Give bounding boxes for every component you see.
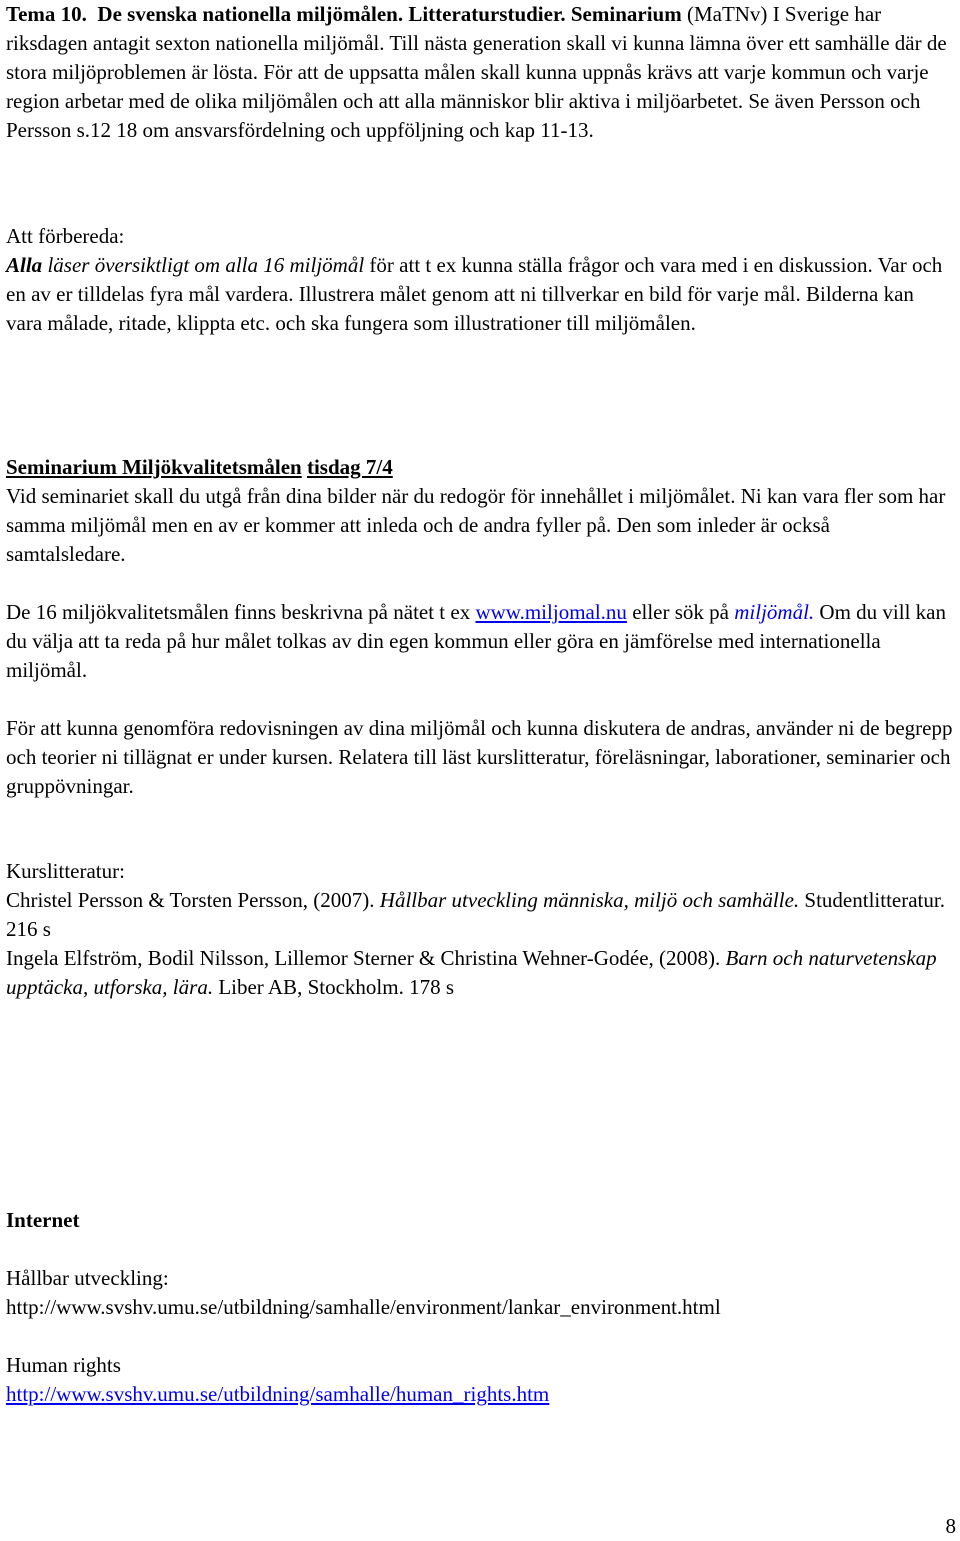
literature-ref-1 (6, 886, 954, 944)
internet-section (6, 1206, 954, 1409)
ref1-authors: Christel Persson & Torsten Persson, (2007). (6, 888, 380, 912)
intro-text: I Sverige har riksdagen antagit sexton nationella miljömål. Till nästa generation skall vi kunna lämna över ett samhälle där de stora miljöproblemen är lösta. För att de uppsatta målen skall kunna uppnås krävs att varje kommun och varje region arbetar med de olika miljömålen och att alla människor blir aktiva i miljöarbetet. Se även Persson och Persson s.12 18 om ansvarsfördelning och uppföljning och kap 11-13. (6, 2, 947, 142)
topic-number: Tema 10. (6, 2, 87, 26)
ref1-title: Hållbar utveckling människa, miljö och samhälle. (379, 888, 800, 912)
seminar-para2-mid: eller sök på (626, 600, 735, 624)
topic-course: (MaTNv) (681, 2, 768, 26)
prepare-label: Att förbereda: (6, 224, 125, 248)
internet-item-2-label: Human rights (6, 1353, 121, 1377)
ref2-title: Barn och naturvetenskap upptäcka, utforska, lära. (6, 946, 937, 999)
seminar-heading: Seminarium Miljökvalitetsmålen (6, 455, 302, 479)
prepare-section (6, 222, 954, 338)
seminar-paragraph-1: Vid seminariet skall du utgå från dina bilder när du redogör för innehållet i miljömålet. Ni kan vara fler som har samma miljömål men en av er kommer att inleda och de andra fyller på. Den som inleder är också samtalsledare. (6, 484, 946, 566)
prepare-alla: Alla (6, 253, 43, 277)
miljomal-link[interactable]: www.miljomal.nu (475, 600, 627, 624)
internet-item-1-label: Hållbar utveckling: (6, 1266, 169, 1290)
seminar-para2-post: Om du vill kan du välja att ta reda på hur målet tolkas av din egen kommun eller göra en jämförelse med internationella miljömål. (6, 600, 946, 682)
human-rights-link[interactable]: http://www.svshv.umu.se/utbildning/samhalle/human_rights.htm (6, 1382, 550, 1406)
intro-paragraph (6, 0, 954, 145)
ref2-publisher: Liber AB, Stockholm. 178 s (213, 975, 454, 999)
ref1-publisher: Studentlitteratur. 216 s (6, 888, 945, 941)
literature-label: Kurslitteratur: (6, 859, 125, 883)
literature-section (6, 857, 954, 1002)
internet-heading: Internet (6, 1208, 80, 1232)
seminar-heading-line (6, 453, 954, 482)
topic-title: De svenska nationella miljömålen. Litteraturstudier. Seminarium (97, 2, 682, 26)
internet-item-1-url[interactable]: http://www.svshv.umu.se/utbildning/samhalle/environment/lankar_environment.html (6, 1295, 721, 1319)
seminar-section (6, 453, 954, 801)
page-number: 8 (945, 1514, 956, 1538)
prepare-paragraph (6, 251, 954, 338)
prepare-text: för att t ex kunna ställa frågor och vara med i en diskussion. Var och en av er tilldelas fyra mål vardera. Illustrera målet genom att ni tillverkar en bild för varje mål. Bilderna kan vara målade, ritade, klippta etc. och ska fungera som illustrationer till miljömålen. (6, 253, 943, 335)
ref2-authors: Ingela Elfström, Bodil Nilsson, Lillemor Sterner & Christina Wehner-Godée, (2008). (6, 946, 726, 970)
seminar-paragraph-3: För att kunna genomföra redovisningen av dina miljömål och kunna diskutera de andras, använder ni de begrepp och teorier ni tillägnat er under kursen. Relatera till läst kurslitteratur, föreläsningar, laborationer, seminarier och gruppövningar. (6, 716, 953, 798)
intro-section (6, 0, 954, 145)
literature-ref-2 (6, 944, 954, 1002)
prepare-italic: läser översiktligt om alla 16 miljömål (42, 253, 365, 277)
seminar-para2-pre: De 16 miljökvalitetsmålen finns beskrivna på nätet t ex (6, 600, 476, 624)
seminar-paragraph-2 (6, 598, 954, 685)
seminar-para2-italic: miljömål. (734, 600, 815, 624)
internet-item-2-url-line (6, 1380, 954, 1409)
seminar-date: tisdag 7/4 (306, 455, 393, 479)
